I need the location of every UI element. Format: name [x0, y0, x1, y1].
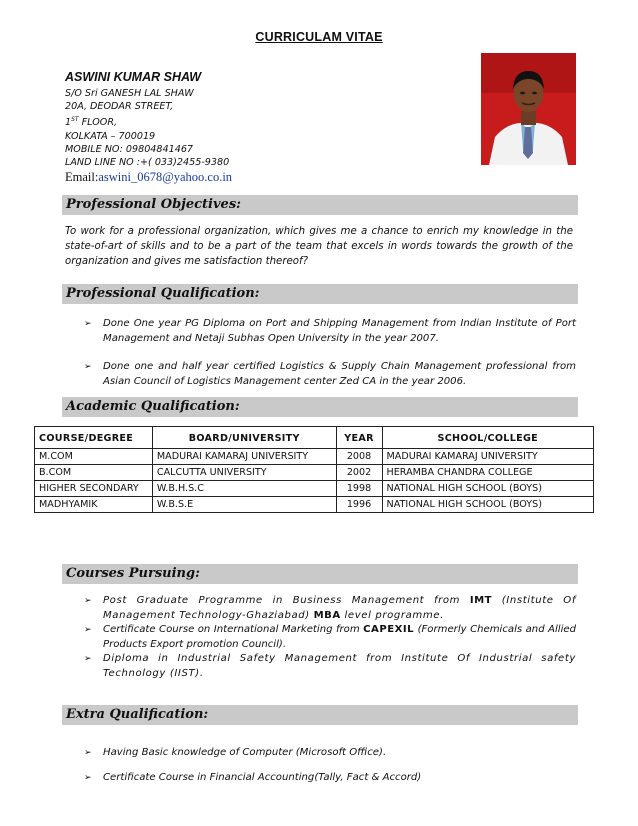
arrow-bullet-icon: ➢ — [84, 748, 92, 758]
address-line-1: 20A, DEODAR STREET, — [65, 101, 174, 113]
table-cell: MADURAI KAMARAJ UNIVERSITY — [382, 449, 593, 465]
column-header: BOARD/UNIVERSITY — [152, 427, 336, 449]
table-cell: 1996 — [336, 497, 382, 513]
table-cell: B.COM — [35, 465, 153, 481]
arrow-bullet-icon: ➢ — [84, 772, 92, 783]
column-header: SCHOOL/COLLEGE — [382, 427, 593, 449]
candidate-name: ASWINI KUMAR SHAW — [65, 70, 202, 84]
list-item: ➢ Post Graduate Programme in Business Management from IMT (Institute Of Management Technology-Ghaziabad) MBA level programme. — [84, 595, 577, 621]
table-cell: 2002 — [336, 465, 382, 481]
courses-list — [84, 594, 576, 681]
profile-photo — [481, 53, 576, 165]
city-line: KOLKATA – 700019 — [65, 130, 156, 142]
objective-text: To work for a professional organization, which gives me a chance to enrich my knowledge in the state-of-art of skills and to be a part of the team that excels in words towards the growth of the organization and gives me satisfaction thereof? — [65, 226, 573, 267]
table-header-row — [35, 427, 594, 449]
section-heading-objectives: Professional Objectives: — [62, 195, 578, 215]
arrow-bullet-icon: ➢ — [84, 319, 92, 329]
column-header: YEAR — [336, 427, 382, 449]
section-heading-extra: Extra Qualification: — [62, 705, 578, 725]
list-item: ➢ Diploma in Industrial Safety Management from Institute Of Industrial safety Technology (IIST). — [84, 653, 576, 679]
column-header: COURSE/DEGREE — [35, 427, 153, 449]
list-item: ➢ Certificate Course on International Marketing from CAPEXIL (Formerly Chemicals and Allied Products Export promotion Council). — [84, 624, 576, 650]
arrow-bullet-icon: ➢ — [84, 654, 93, 664]
section-heading-professional: Professional Qualification: — [62, 284, 578, 304]
professional-list — [84, 317, 576, 389]
academic-table — [34, 426, 594, 513]
email-link[interactable]: aswini_0678@yahoo.co.in — [98, 170, 233, 185]
list-item: ➢ Done one and half year certified Logistics & Supply Chain Management professional from Asian Council of Logistics Management center Zed CA in the year 2006. — [84, 361, 576, 387]
father-name: S/O Sri GANESH LAL SHAW — [65, 88, 194, 99]
table-cell: 1998 — [336, 481, 382, 497]
arrow-bullet-icon: ➢ — [84, 362, 92, 372]
table-cell: NATIONAL HIGH SCHOOL (BOYS) — [382, 481, 593, 497]
table-cell: MADHYAMIK — [35, 497, 153, 513]
table-cell: CALCUTTA UNIVERSITY — [152, 465, 336, 481]
table-row — [35, 465, 594, 481]
address-line-2: 1ST FLOOR, — [65, 116, 118, 129]
section-heading-courses: Courses Pursuing: — [62, 564, 578, 584]
extra-list — [84, 746, 576, 785]
table-cell: M.COM — [35, 449, 153, 465]
table-row — [35, 481, 594, 497]
section-heading-academic: Academic Qualification: — [62, 397, 578, 417]
arrow-bullet-icon: ➢ — [84, 625, 92, 635]
list-item: ➢ Done One year PG Diploma on Port and Shipping Management from Indian Institute of Port Management and Netaji Subhas Open University in the year 2007. — [84, 318, 576, 344]
contact-block — [65, 70, 232, 185]
document-title: CURRICULAM VITAE — [255, 30, 383, 44]
table-cell: 2008 — [336, 449, 382, 465]
list-item: ➢ Having Basic knowledge of Computer (Microsoft Office). — [84, 746, 576, 761]
list-item: ➢ Certificate Course in Financial Accounting(Tally, Fact & Accord) — [84, 771, 576, 786]
mobile-number: MOBILE NO: 09804841467 — [65, 144, 194, 155]
table-cell: HERAMBA CHANDRA COLLEGE — [382, 465, 593, 481]
table-cell: W.B.S.E — [152, 497, 336, 513]
table-cell: HIGHER SECONDARY — [35, 481, 153, 497]
arrow-bullet-icon: ➢ — [84, 596, 93, 606]
table-cell: W.B.H.S.C — [152, 481, 336, 497]
email-line: Email:aswini_0678@yahoo.co.in — [65, 170, 233, 185]
table-row — [35, 497, 594, 513]
landline-number: LAND LINE NO :+( 033)2455-9380 — [65, 157, 230, 169]
table-cell: MADURAI KAMARAJ UNIVERSITY — [152, 449, 336, 465]
table-cell: NATIONAL HIGH SCHOOL (BOYS) — [382, 497, 593, 513]
table-row — [35, 449, 594, 465]
